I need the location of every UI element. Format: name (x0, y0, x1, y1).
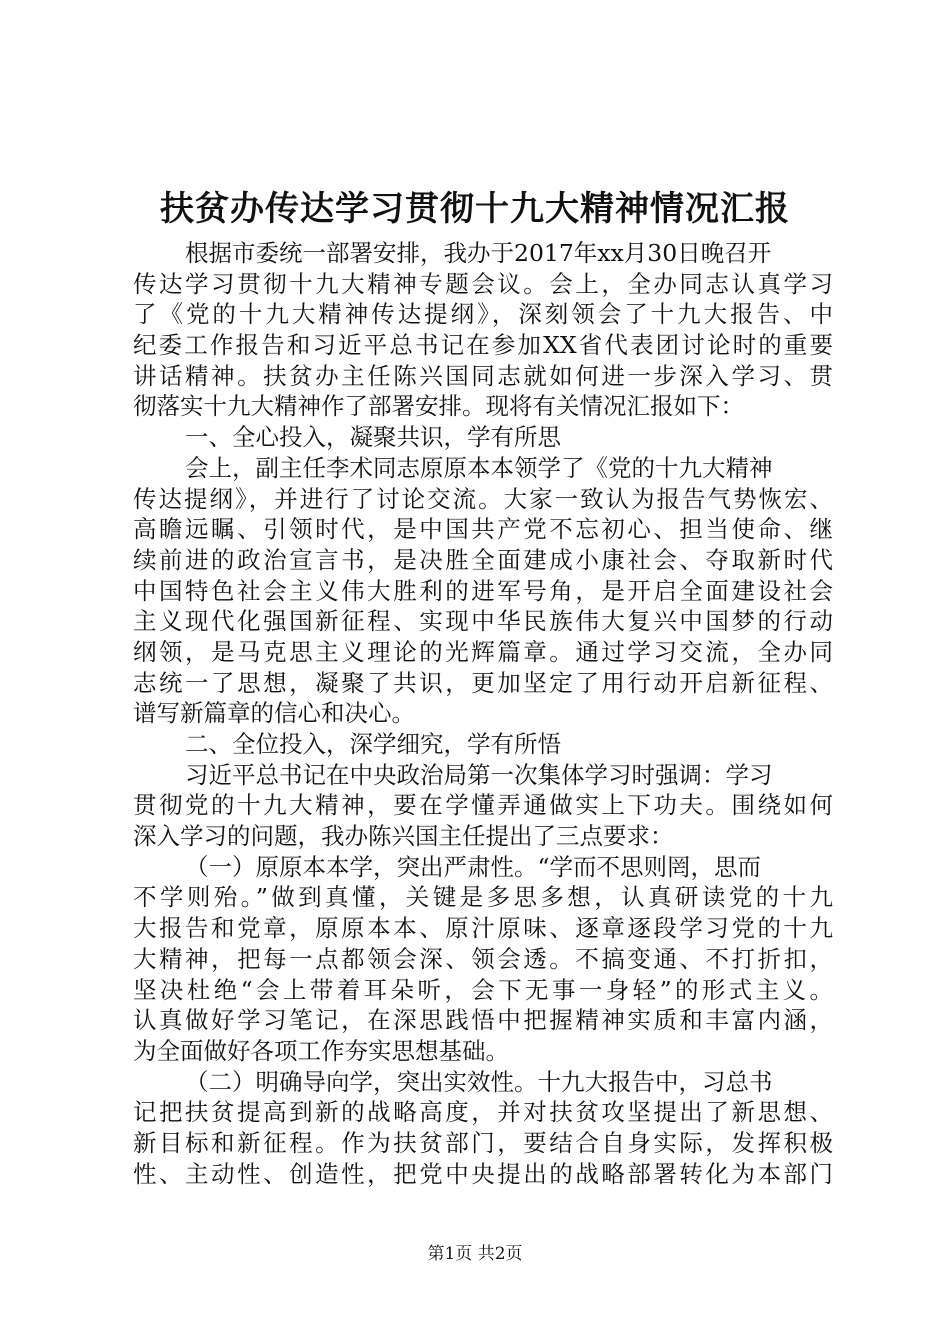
section-heading-1: 一、全心投入，凝聚共识，学有所思 (185, 423, 561, 452)
body-line: 坚决杜绝“会上带着耳朵听，会下无事一身轻”的形式主义。 (133, 975, 833, 1004)
page-number-footer: 第1页 共2页 (427, 1244, 523, 1264)
body-line: 高瞻远瞩、引领时代，是中国共产党不忘初心、担当使命、继 (133, 515, 833, 544)
subsection-2: （二）明确导向学，突出实效性。十九大报告中，习总书 (185, 1067, 773, 1096)
body-line: 性、主动性、创造性，把党中央提出的战略部署转化为本部门 (133, 1159, 833, 1188)
body-line: 彻落实十九大精神作了部署安排。现将有关情况汇报如下： (133, 392, 744, 421)
body-line: 大报告和党章，原原本本、原汁原味、逐章逐段学习党的十九 (133, 914, 833, 943)
document-body (133, 238, 833, 1189)
body-line: 志统一了思想，凝聚了共识，更加坚定了用行动开启新征程、 (133, 668, 833, 697)
body-line: 会上，副主任李术同志原原本本领学了《党的十九大精神 (185, 453, 773, 482)
body-line: 习近平总书记在中央政治局第一次集体学习时强调：学习 (185, 760, 773, 789)
body-line: 了《党的十九大精神传达提纲》，深刻领会了十九大报告、中 (133, 300, 833, 329)
body-line: 深入学习的问题，我办陈兴国主任提出了三点要求： (133, 822, 674, 851)
body-line: 记把扶贫提高到新的战略高度，并对扶贫攻坚提出了新思想、 (133, 1098, 833, 1127)
body-line: 主义现代化强国新征程、实现中华民族伟大复兴中国梦的行动 (133, 607, 833, 636)
body-line: 传达提纲》，并进行了讨论交流。大家一致认为报告气势恢宏、 (133, 484, 833, 513)
section-heading-2: 二、全位投入，深学细究，学有所悟 (185, 730, 561, 758)
body-line: 大精神，把每一点都领会深、领会透。不搞变通、不打折扣， (133, 944, 833, 973)
body-line: 新目标和新征程。作为扶贫部门，要结合自身实际，发挥积极 (133, 1128, 833, 1157)
body-line: 纪委工作报告和习近平总书记在参加XX省代表团讨论时的重要 (133, 331, 833, 360)
body-line: 为全面做好各项工作夯实思想基础。 (133, 1036, 509, 1065)
body-line: 谱写新篇章的信心和决心。 (133, 699, 415, 728)
body-line: 不学则殆。”做到真懂，关键是多思多想，认真研读党的十九 (133, 883, 833, 912)
body-line: 认真做好学习笔记，在深思践悟中把握精神实质和丰富内涵， (133, 1006, 833, 1035)
body-line: 中国特色社会主义伟大胜利的进军号角，是开启全面建设社会 (133, 576, 833, 605)
body-line: 贯彻党的十九大精神，要在学懂弄通做实上下功夫。围绕如何 (133, 791, 833, 820)
body-line: 传达学习贯彻十九大精神专题会议。会上，全办同志认真学习 (133, 269, 833, 298)
document-title: 扶贫办传达学习贯彻十九大精神情况汇报 (160, 189, 790, 229)
body-line: 续前进的政治宣言书，是决胜全面建成小康社会、夺取新时代 (133, 545, 833, 574)
body-line: 纲领，是马克思主义理论的光辉篇章。通过学习交流，全办同 (133, 637, 833, 666)
subsection-1: （一）原原本本学，突出严肃性。“学而不思则罔，思而 (185, 852, 762, 881)
body-line: 根据市委统一部署安排，我办于2017年xx月30日晚召开 (185, 239, 772, 267)
body-line: 讲话精神。扶贫办主任陈兴国同志就如何进一步深入学习、贯 (133, 361, 833, 390)
